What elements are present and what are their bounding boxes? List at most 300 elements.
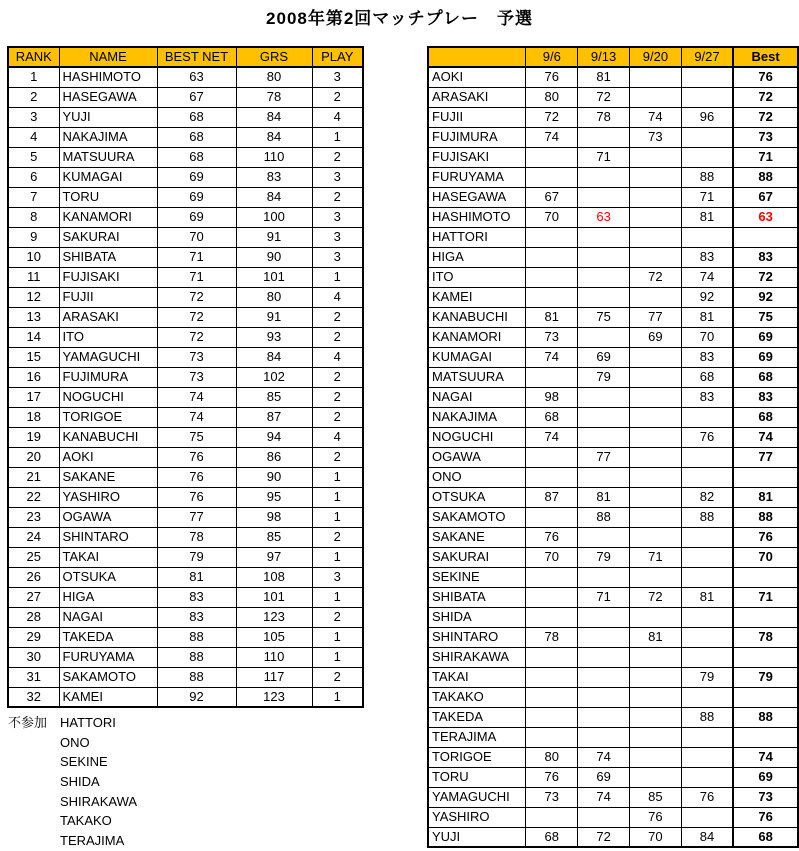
table-row [428, 327, 798, 347]
score-cell-wk4 [681, 567, 733, 587]
score-cell-wk3 [630, 247, 682, 267]
best-net-cell: 69 [157, 167, 236, 187]
play-cell: 1 [312, 627, 363, 647]
table-row [428, 507, 798, 527]
score-cell-wk3 [630, 147, 682, 167]
name-cell: TAKEDA [59, 627, 157, 647]
best-net-cell: 79 [157, 547, 236, 567]
table-row [8, 187, 363, 207]
score-cell-wk4 [681, 607, 733, 627]
table-row [8, 607, 363, 627]
non-participant-name: HATTORI [60, 715, 116, 730]
score-cell-wk1 [526, 707, 578, 727]
name-cell: AOKI [59, 447, 157, 467]
table-row [428, 567, 798, 587]
name-cell: FUJIMURA [59, 367, 157, 387]
table-row [428, 627, 798, 647]
grs-cell: 86 [236, 447, 312, 467]
right-table-body [428, 67, 798, 847]
name-cell: SAKAMOTO [428, 507, 526, 527]
score-cell-wk2: 72 [578, 827, 630, 847]
best-score-cell: 92 [733, 287, 798, 307]
best-score-cell: 77 [733, 447, 798, 467]
score-cell-wk2: 71 [578, 587, 630, 607]
score-cell-wk1 [526, 567, 578, 587]
grs-cell: 80 [236, 287, 312, 307]
best-net-cell: 69 [157, 207, 236, 227]
score-cell-wk4 [681, 227, 733, 247]
best-net-cell: 67 [157, 87, 236, 107]
table-row [428, 607, 798, 627]
non-participant-name: SHIRAKAWA [60, 793, 138, 809]
name-cell: FUJII [428, 107, 526, 127]
best-net-cell: 76 [157, 467, 236, 487]
name-cell: KAMEI [59, 687, 157, 707]
name-cell: KUMAGAI [428, 347, 526, 367]
table-row [428, 447, 798, 467]
score-cell-wk3 [630, 667, 682, 687]
name-cell: HIGA [428, 247, 526, 267]
score-cell-wk2 [578, 247, 630, 267]
score-cell-wk1: 76 [526, 527, 578, 547]
best-score-cell: 63 [733, 207, 798, 227]
score-cell-wk4: 92 [681, 287, 733, 307]
table-row [428, 207, 798, 227]
best-score-cell: 75 [733, 307, 798, 327]
score-cell-wk1: 73 [526, 787, 578, 807]
grs-cell: 83 [236, 167, 312, 187]
best-score-cell [733, 647, 798, 667]
name-cell: SHINTARO [59, 527, 157, 547]
score-cell-wk4 [681, 447, 733, 467]
grs-cell: 101 [236, 587, 312, 607]
play-cell: 4 [312, 107, 363, 127]
name-cell: ARASAKI [428, 87, 526, 107]
rank-cell: 4 [8, 127, 59, 147]
score-cell-wk2 [578, 527, 630, 547]
rank-cell: 28 [8, 607, 59, 627]
score-cell-wk2 [578, 727, 630, 747]
rank-cell: 14 [8, 327, 59, 347]
player-header [428, 47, 526, 67]
name-cell: HASHIMOTO [428, 207, 526, 227]
best-net-cell: 72 [157, 307, 236, 327]
score-cell-wk4: 71 [681, 187, 733, 207]
grs-cell: 105 [236, 627, 312, 647]
table-row [428, 127, 798, 147]
score-cell-wk3 [630, 407, 682, 427]
best-net-cell: 71 [157, 247, 236, 267]
play-cell: 3 [312, 207, 363, 227]
score-cell-wk4: 81 [681, 307, 733, 327]
name-cell: KANABUCHI [428, 307, 526, 327]
play-cell: 2 [312, 87, 363, 107]
play-cell: 2 [312, 187, 363, 207]
grs-cell: 84 [236, 107, 312, 127]
play-cell: 1 [312, 487, 363, 507]
grs-cell: 110 [236, 147, 312, 167]
score-cell-wk4 [681, 807, 733, 827]
table-row [428, 527, 798, 547]
grs-cell: 101 [236, 267, 312, 287]
score-cell-wk4 [681, 67, 733, 87]
score-cell-wk2 [578, 607, 630, 627]
rank-cell: 24 [8, 527, 59, 547]
score-cell-wk1 [526, 287, 578, 307]
best-score-cell: 71 [733, 147, 798, 167]
left-table-header-row [8, 47, 363, 67]
table-row [8, 107, 363, 127]
table-row [428, 407, 798, 427]
name-cell: SAKURAI [59, 227, 157, 247]
score-cell-wk1: 68 [526, 827, 578, 847]
name-cell: TAKAI [59, 547, 157, 567]
best-net-cell: 63 [157, 67, 236, 87]
score-cell-wk1: 73 [526, 327, 578, 347]
score-cell-wk4: 68 [681, 367, 733, 387]
table-row [8, 147, 363, 167]
best-score-cell: 76 [733, 67, 798, 87]
date-header-2: 9/13 [578, 47, 630, 67]
grs-cell: 117 [236, 667, 312, 687]
grs-cell: 84 [236, 127, 312, 147]
score-cell-wk1: 74 [526, 347, 578, 367]
rank-cell: 7 [8, 187, 59, 207]
best-score-cell: 81 [733, 487, 798, 507]
grs-cell: 100 [236, 207, 312, 227]
score-cell-wk4 [681, 147, 733, 167]
best-score-cell: 72 [733, 267, 798, 287]
best-score-cell: 69 [733, 767, 798, 787]
score-cell-wk3 [630, 727, 682, 747]
best-net-cell: 69 [157, 187, 236, 207]
score-cell-wk1 [526, 147, 578, 167]
name-cell: FURUYAMA [59, 647, 157, 667]
rank-cell: 30 [8, 647, 59, 667]
table-row [428, 267, 798, 287]
name-cell: SHINTARO [428, 627, 526, 647]
best-score-cell: 69 [733, 347, 798, 367]
grs-cell: 85 [236, 387, 312, 407]
score-cell-wk3 [630, 447, 682, 467]
score-cell-wk1: 78 [526, 627, 578, 647]
name-cell: ONO [428, 467, 526, 487]
score-cell-wk4: 81 [681, 207, 733, 227]
score-cell-wk1: 70 [526, 547, 578, 567]
score-cell-wk4 [681, 527, 733, 547]
table-row [8, 547, 363, 567]
score-cell-wk3 [630, 87, 682, 107]
best-score-cell: 88 [733, 707, 798, 727]
best-net-cell: 88 [157, 667, 236, 687]
score-cell-wk3: 72 [630, 267, 682, 287]
score-cell-wk1: 72 [526, 107, 578, 127]
score-cell-wk3: 85 [630, 787, 682, 807]
name-cell: YASHIRO [59, 487, 157, 507]
non-participants-label: 不参加 [8, 715, 48, 730]
score-cell-wk2: 74 [578, 787, 630, 807]
table-row [428, 427, 798, 447]
name-cell: HASHIMOTO [59, 67, 157, 87]
table-row [8, 227, 363, 247]
score-cell-wk2 [578, 327, 630, 347]
best-header: Best [733, 47, 798, 67]
score-cell-wk3 [630, 367, 682, 387]
name-cell: SAKANE [428, 527, 526, 547]
date-header-4: 9/27 [681, 47, 733, 67]
table-row [8, 587, 363, 607]
best-net-cell: 76 [157, 447, 236, 467]
score-cell-wk3: 72 [630, 587, 682, 607]
play-cell: 4 [312, 347, 363, 367]
score-cell-wk2: 71 [578, 147, 630, 167]
name-cell: HASEGAWA [428, 187, 526, 207]
name-cell: NAGAI [428, 387, 526, 407]
score-cell-wk3 [630, 707, 682, 727]
rank-cell: 23 [8, 507, 59, 527]
score-cell-wk4: 76 [681, 427, 733, 447]
score-cell-wk3 [630, 427, 682, 447]
score-cell-wk3 [630, 227, 682, 247]
grs-cell: 78 [236, 87, 312, 107]
rank-header: RANK [8, 47, 59, 67]
score-cell-wk4: 84 [681, 827, 733, 847]
best-score-cell: 76 [733, 807, 798, 827]
score-cell-wk4 [681, 727, 733, 747]
best-net-cell: 78 [157, 527, 236, 547]
name-cell: AOKI [428, 67, 526, 87]
score-cell-wk2 [578, 127, 630, 147]
score-cell-wk1 [526, 447, 578, 467]
best-net-cell: 72 [157, 287, 236, 307]
play-cell: 1 [312, 647, 363, 667]
table-row [428, 367, 798, 387]
name-cell: KUMAGAI [59, 167, 157, 187]
best-score-cell: 68 [733, 407, 798, 427]
best-net-cell: 83 [157, 607, 236, 627]
rank-cell: 20 [8, 447, 59, 467]
score-cell-wk2 [578, 627, 630, 647]
best-score-cell: 79 [733, 667, 798, 687]
best-score-cell: 74 [733, 427, 798, 447]
non-participant-name: TERAJIMA [60, 833, 125, 849]
score-cell-wk2: 69 [578, 347, 630, 367]
score-cell-wk2 [578, 467, 630, 487]
best-score-cell: 72 [733, 87, 798, 107]
score-cell-wk2: 69 [578, 767, 630, 787]
rank-cell: 3 [8, 107, 59, 127]
score-cell-wk1: 80 [526, 747, 578, 767]
table-row [428, 687, 798, 707]
score-cell-wk4 [681, 647, 733, 667]
table-row [8, 167, 363, 187]
table-row [8, 667, 363, 687]
best-net-cell: 74 [157, 387, 236, 407]
rank-cell: 18 [8, 407, 59, 427]
score-cell-wk3 [630, 567, 682, 587]
score-cell-wk4: 88 [681, 707, 733, 727]
table-row [8, 347, 363, 367]
score-cell-wk4: 83 [681, 387, 733, 407]
play-cell: 3 [312, 567, 363, 587]
score-cell-wk2: 63 [578, 207, 630, 227]
table-row [428, 747, 798, 767]
name-cell: SHIRAKAWA [428, 647, 526, 667]
score-cell-wk1: 98 [526, 387, 578, 407]
score-cell-wk4: 83 [681, 347, 733, 367]
name-cell: FURUYAMA [428, 167, 526, 187]
best-net-cell: 73 [157, 347, 236, 367]
score-cell-wk4: 70 [681, 327, 733, 347]
name-cell: ITO [59, 327, 157, 347]
name-cell: YUJI [428, 827, 526, 847]
rank-cell: 19 [8, 427, 59, 447]
score-cell-wk3 [630, 167, 682, 187]
table-row [428, 787, 798, 807]
score-cell-wk4 [681, 407, 733, 427]
best-net-cell: 74 [157, 407, 236, 427]
best-net-header: BEST NET [157, 47, 236, 67]
play-cell: 1 [312, 687, 363, 707]
score-cell-wk3 [630, 487, 682, 507]
play-cell: 2 [312, 667, 363, 687]
score-cell-wk3 [630, 507, 682, 527]
table-row [8, 687, 363, 707]
table-row [8, 447, 363, 467]
best-score-cell: 70 [733, 547, 798, 567]
rank-cell: 21 [8, 467, 59, 487]
grs-cell: 94 [236, 427, 312, 447]
score-cell-wk1: 67 [526, 187, 578, 207]
name-cell: YAMAGUCHI [59, 347, 157, 367]
score-cell-wk4: 74 [681, 267, 733, 287]
score-cell-wk1: 87 [526, 487, 578, 507]
score-cell-wk1 [526, 247, 578, 267]
name-header: NAME [59, 47, 157, 67]
score-cell-wk4: 76 [681, 787, 733, 807]
score-cell-wk2: 75 [578, 307, 630, 327]
date-header-3: 9/20 [630, 47, 682, 67]
name-cell: YUJI [59, 107, 157, 127]
play-cell: 4 [312, 287, 363, 307]
non-participants-list [60, 713, 137, 851]
score-cell-wk3 [630, 607, 682, 627]
table-row [428, 347, 798, 367]
score-cell-wk1: 81 [526, 307, 578, 327]
name-cell: OGAWA [428, 447, 526, 467]
name-cell: HIGA [59, 587, 157, 607]
score-cell-wk1 [526, 227, 578, 247]
score-cell-wk1 [526, 587, 578, 607]
best-score-cell [733, 727, 798, 747]
score-cell-wk1 [526, 607, 578, 627]
name-cell: SAKAMOTO [59, 667, 157, 687]
play-cell: 1 [312, 507, 363, 527]
best-score-cell: 69 [733, 327, 798, 347]
table-row [8, 527, 363, 547]
name-cell: NAKAJIMA [59, 127, 157, 147]
name-cell: YASHIRO [428, 807, 526, 827]
best-score-cell: 83 [733, 387, 798, 407]
score-cell-wk4: 83 [681, 247, 733, 267]
score-cell-wk2 [578, 687, 630, 707]
best-net-cell: 73 [157, 367, 236, 387]
name-cell: TORU [59, 187, 157, 207]
score-cell-wk3 [630, 387, 682, 407]
table-row [428, 587, 798, 607]
table-row [428, 107, 798, 127]
best-net-cell: 88 [157, 627, 236, 647]
rank-cell: 32 [8, 687, 59, 707]
table-row [428, 307, 798, 327]
score-cell-wk2: 79 [578, 547, 630, 567]
score-cell-wk1 [526, 807, 578, 827]
name-cell: TAKAKO [428, 687, 526, 707]
play-cell: 3 [312, 167, 363, 187]
score-cell-wk1: 76 [526, 767, 578, 787]
table-row [8, 387, 363, 407]
non-participant-name: ONO [60, 734, 90, 750]
table-row [428, 247, 798, 267]
play-cell: 2 [312, 307, 363, 327]
score-cell-wk2: 72 [578, 87, 630, 107]
rank-cell: 31 [8, 667, 59, 687]
best-score-cell: 73 [733, 127, 798, 147]
score-cell-wk4: 96 [681, 107, 733, 127]
table-row [428, 827, 798, 847]
grs-cell: 123 [236, 687, 312, 707]
score-cell-wk1: 74 [526, 427, 578, 447]
score-cell-wk3 [630, 527, 682, 547]
table-row [8, 307, 363, 327]
name-cell: TAKEDA [428, 707, 526, 727]
table-row [428, 647, 798, 667]
best-score-cell: 73 [733, 787, 798, 807]
best-score-cell [733, 607, 798, 627]
best-net-cell: 81 [157, 567, 236, 587]
score-cell-wk4 [681, 87, 733, 107]
table-row [428, 807, 798, 827]
score-cell-wk2 [578, 647, 630, 667]
best-score-cell: 68 [733, 367, 798, 387]
play-cell: 1 [312, 267, 363, 287]
score-cell-wk4 [681, 687, 733, 707]
best-score-cell: 72 [733, 107, 798, 127]
table-row [428, 707, 798, 727]
grs-cell: 91 [236, 307, 312, 327]
table-row [428, 167, 798, 187]
score-cell-wk2 [578, 567, 630, 587]
play-cell: 2 [312, 147, 363, 167]
table-row [428, 287, 798, 307]
score-cell-wk3 [630, 207, 682, 227]
name-cell: HASEGAWA [59, 87, 157, 107]
table-row [428, 547, 798, 567]
score-cell-wk3: 71 [630, 547, 682, 567]
score-cell-wk1 [526, 367, 578, 387]
table-row [8, 87, 363, 107]
rank-cell: 5 [8, 147, 59, 167]
name-cell: MATSUURA [428, 367, 526, 387]
score-cell-wk1 [526, 507, 578, 527]
score-cell-wk2 [578, 267, 630, 287]
score-cell-wk3: 76 [630, 807, 682, 827]
best-score-cell: 71 [733, 587, 798, 607]
rank-cell: 17 [8, 387, 59, 407]
table-row [428, 727, 798, 747]
score-cell-wk3 [630, 347, 682, 367]
name-cell: NAGAI [59, 607, 157, 627]
